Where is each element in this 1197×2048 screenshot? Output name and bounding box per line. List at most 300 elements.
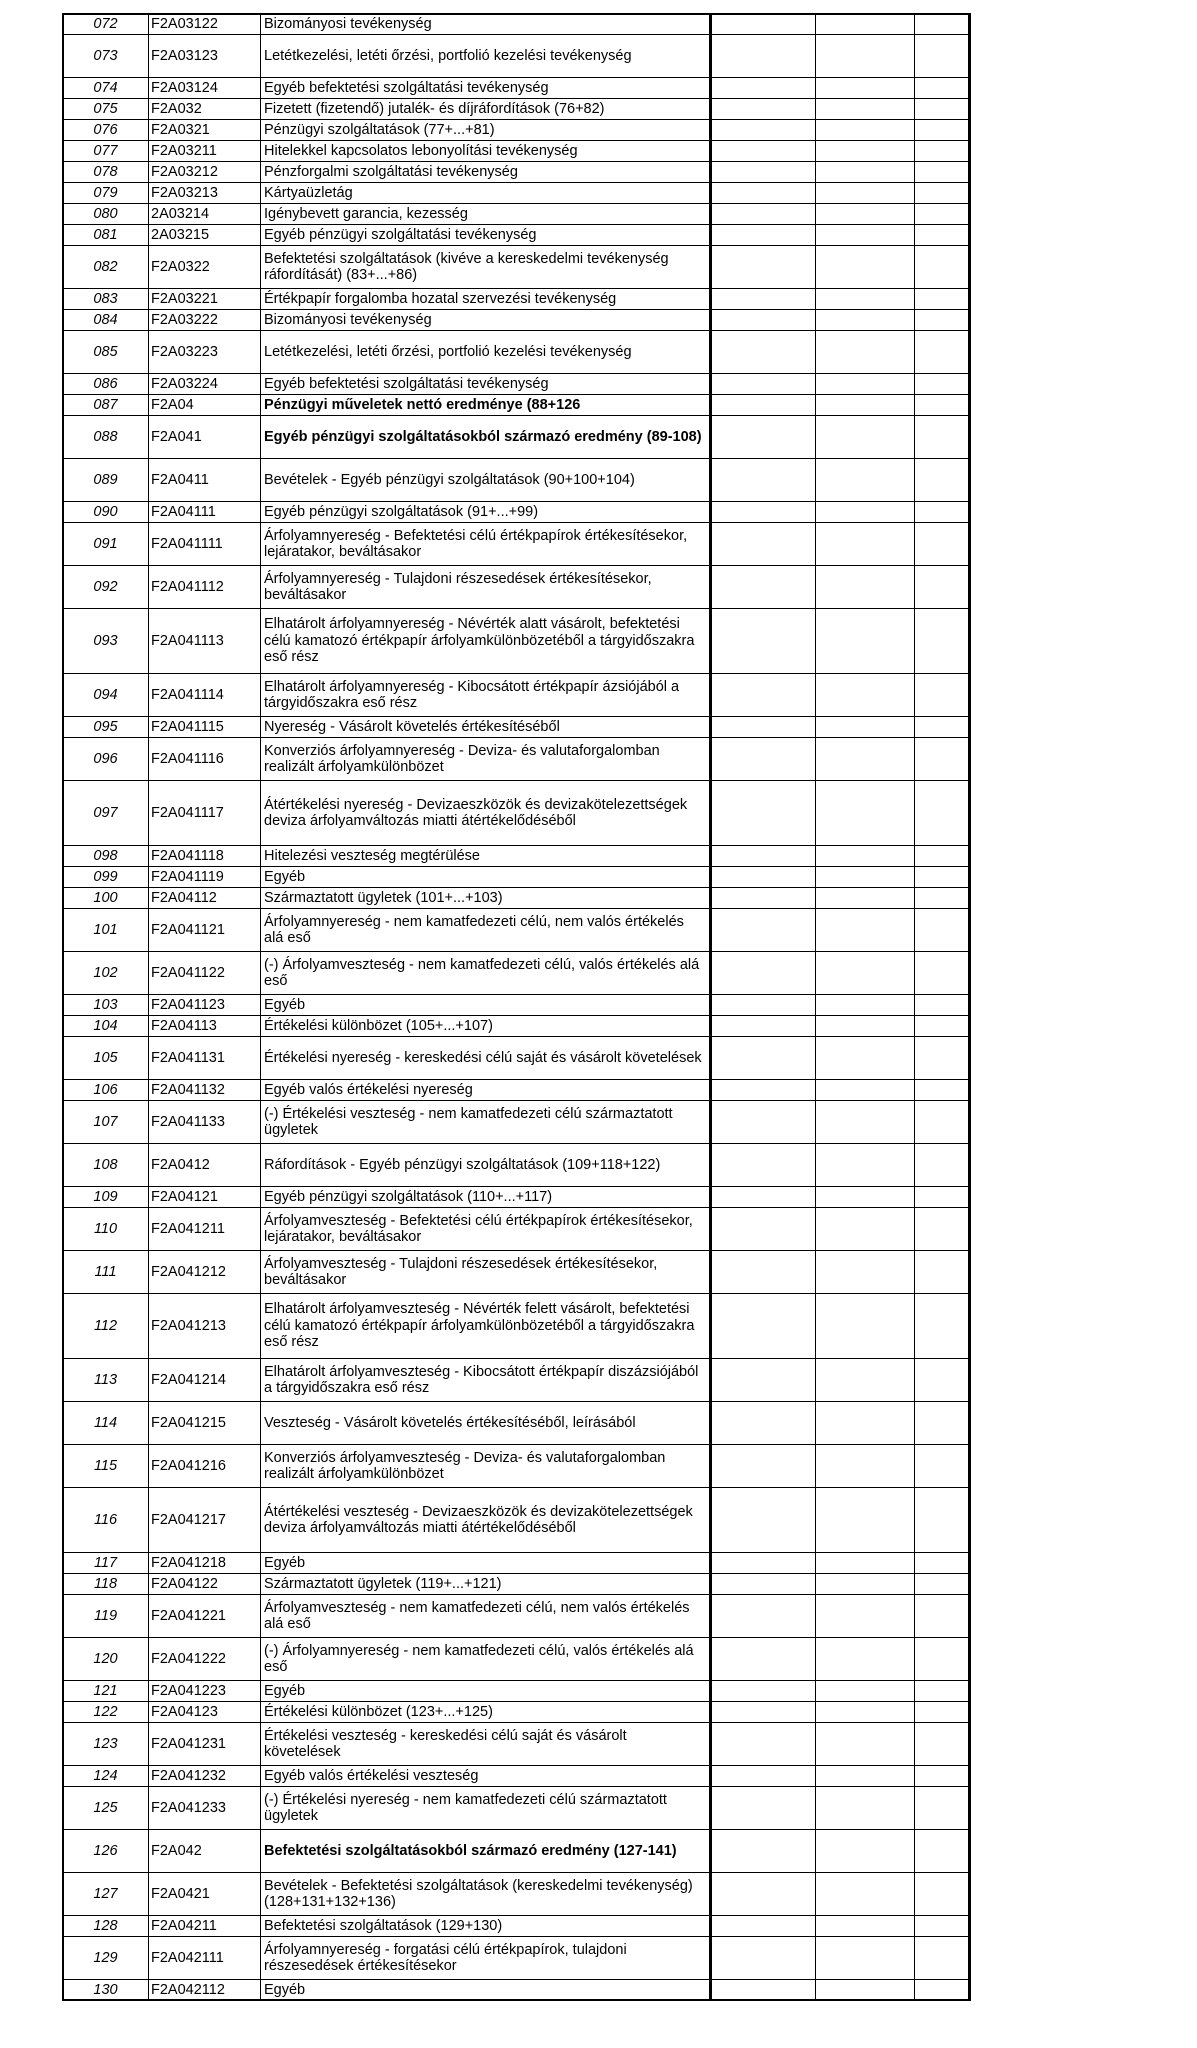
row-description: Árfolyamnyereség - forgatási célú értékpapírok, tulajdoni részesedések értékesítésekor <box>261 1937 711 1980</box>
value-cell <box>711 289 816 310</box>
value-cell <box>915 1553 971 1574</box>
row-description: Konverziós árfolyamveszteség - Deviza- és valutaforgalomban realizált árfolyamkülönbözet <box>261 1445 711 1488</box>
value-cell <box>816 888 915 909</box>
row-number: 100 <box>63 888 149 909</box>
row-description: Pénzügyi szolgáltatások (77+...+81) <box>261 120 711 141</box>
table-row <box>63 395 971 416</box>
value-cell <box>915 1595 971 1638</box>
value-cell <box>915 374 971 395</box>
value-cell <box>915 1488 971 1553</box>
value-cell <box>915 416 971 459</box>
table-row <box>63 909 971 952</box>
row-description: Befektetési szolgáltatások (129+130) <box>261 1916 711 1937</box>
row-description: Egyéb <box>261 1553 711 1574</box>
row-code: F2A04113 <box>149 1016 261 1037</box>
row-code: F2A041116 <box>149 738 261 781</box>
value-cell <box>915 1144 971 1187</box>
row-number: 087 <box>63 395 149 416</box>
table-row <box>63 1787 971 1830</box>
row-number: 119 <box>63 1595 149 1638</box>
row-number: 075 <box>63 99 149 120</box>
row-description: Értékpapír forgalomba hozatal szervezési tevékenység <box>261 289 711 310</box>
table-row <box>63 1144 971 1187</box>
row-description: Elhatárolt árfolyamveszteség - Kibocsátott értékpapír diszázsiójából a tárgyidőszakra eső rész <box>261 1359 711 1402</box>
value-cell <box>816 717 915 738</box>
table-row <box>63 674 971 717</box>
row-number: 115 <box>63 1445 149 1488</box>
row-description: Veszteség - Vásárolt követelés értékesítéséből, leírásából <box>261 1402 711 1445</box>
table-row <box>63 459 971 502</box>
row-code: F2A041214 <box>149 1359 261 1402</box>
table-row <box>63 120 971 141</box>
value-cell <box>711 995 816 1016</box>
row-code: F2A041217 <box>149 1488 261 1553</box>
value-cell <box>816 867 915 888</box>
value-cell <box>711 1251 816 1294</box>
value-cell <box>915 1873 971 1916</box>
row-code: F2A0421 <box>149 1873 261 1916</box>
row-code: F2A04 <box>149 395 261 416</box>
row-code: F2A041118 <box>149 846 261 867</box>
row-description: Egyéb valós értékelési nyereség <box>261 1080 711 1101</box>
row-description: Bizományosi tevékenység <box>261 14 711 35</box>
value-cell <box>915 1916 971 1937</box>
row-description: Egyéb pénzügyi szolgáltatások (110+...+117) <box>261 1187 711 1208</box>
table-row <box>63 1830 971 1873</box>
table-row <box>63 1574 971 1595</box>
value-cell <box>711 566 816 609</box>
value-cell <box>816 1208 915 1251</box>
value-cell <box>816 1488 915 1553</box>
row-code: F2A041117 <box>149 781 261 846</box>
row-description: Letétkezelési, letéti őrzési, portfolió kezelési tevékenység <box>261 35 711 78</box>
value-cell <box>915 1937 971 1980</box>
row-description: Egyéb pénzügyi szolgáltatási tevékenység <box>261 225 711 246</box>
value-cell <box>711 717 816 738</box>
table-row <box>63 846 971 867</box>
value-cell <box>711 78 816 99</box>
value-cell <box>816 1144 915 1187</box>
value-cell <box>915 204 971 225</box>
table-row <box>63 289 971 310</box>
row-code: F2A041132 <box>149 1080 261 1101</box>
value-cell <box>915 1080 971 1101</box>
value-cell <box>711 1359 816 1402</box>
value-cell <box>915 566 971 609</box>
value-cell <box>816 141 915 162</box>
value-cell <box>915 35 971 78</box>
table-row <box>63 99 971 120</box>
value-cell <box>816 416 915 459</box>
row-number: 090 <box>63 502 149 523</box>
row-description: Elhatárolt árfolyamnyereség - Kibocsátott értékpapír ázsiójából a tárgyidőszakra eső rész <box>261 674 711 717</box>
value-cell <box>711 952 816 995</box>
value-cell <box>711 609 816 674</box>
value-cell <box>711 120 816 141</box>
table-row <box>63 162 971 183</box>
value-cell <box>711 225 816 246</box>
value-cell <box>816 1016 915 1037</box>
row-code: F2A041113 <box>149 609 261 674</box>
row-code: F2A03223 <box>149 331 261 374</box>
row-code: F2A041121 <box>149 909 261 952</box>
row-number: 097 <box>63 781 149 846</box>
table-row <box>63 995 971 1016</box>
row-description: Nyereség - Vásárolt követelés értékesítéséből <box>261 717 711 738</box>
row-number: 126 <box>63 1830 149 1873</box>
row-code: F2A041212 <box>149 1251 261 1294</box>
row-code: F2A041122 <box>149 952 261 995</box>
row-number: 127 <box>63 1873 149 1916</box>
value-cell <box>711 1681 816 1702</box>
value-cell <box>711 738 816 781</box>
value-cell <box>816 1980 915 2001</box>
value-cell <box>816 14 915 35</box>
value-cell <box>711 1208 816 1251</box>
ledger-body <box>63 14 971 2001</box>
value-cell <box>711 395 816 416</box>
value-cell <box>915 1980 971 2001</box>
row-code: F2A042111 <box>149 1937 261 1980</box>
value-cell <box>711 99 816 120</box>
row-code: F2A042112 <box>149 1980 261 2001</box>
value-cell <box>711 14 816 35</box>
value-cell <box>816 120 915 141</box>
value-cell <box>915 1294 971 1359</box>
value-cell <box>711 909 816 952</box>
value-cell <box>711 310 816 331</box>
value-cell <box>711 183 816 204</box>
row-code: F2A041123 <box>149 995 261 1016</box>
row-code: F2A041114 <box>149 674 261 717</box>
table-row <box>63 1445 971 1488</box>
row-description: Bizományosi tevékenység <box>261 310 711 331</box>
value-cell <box>816 1787 915 1830</box>
row-code: F2A032 <box>149 99 261 120</box>
row-description: Egyéb <box>261 995 711 1016</box>
row-number: 104 <box>63 1016 149 1037</box>
value-cell <box>711 1080 816 1101</box>
value-cell <box>711 1937 816 1980</box>
row-code: F2A041231 <box>149 1723 261 1766</box>
table-row <box>63 374 971 395</box>
row-number: 125 <box>63 1787 149 1830</box>
value-cell <box>915 141 971 162</box>
row-number: 102 <box>63 952 149 995</box>
row-code: F2A041221 <box>149 1595 261 1638</box>
row-number: 073 <box>63 35 149 78</box>
value-cell <box>711 1402 816 1445</box>
value-cell <box>816 99 915 120</box>
value-cell <box>711 35 816 78</box>
value-cell <box>711 1101 816 1144</box>
value-cell <box>915 846 971 867</box>
row-description: Értékelési veszteség - kereskedési célú saját és vásárolt követelések <box>261 1723 711 1766</box>
value-cell <box>711 1016 816 1037</box>
row-code: F2A04121 <box>149 1187 261 1208</box>
value-cell <box>816 204 915 225</box>
row-number: 080 <box>63 204 149 225</box>
row-code: F2A03124 <box>149 78 261 99</box>
table-row <box>63 246 971 289</box>
value-cell <box>711 374 816 395</box>
row-code: F2A041 <box>149 416 261 459</box>
row-description: Árfolyamveszteség - Befektetési célú értékpapírok értékesítésekor, lejáratakor, beváltásakor <box>261 1208 711 1251</box>
table-row <box>63 310 971 331</box>
value-cell <box>915 1702 971 1723</box>
row-description: Bevételek - Befektetési szolgáltatások (kereskedelmi tevékenység) (128+131+132+136) <box>261 1873 711 1916</box>
row-description: Értékelési nyereség - kereskedési célú saját és vásárolt követelések <box>261 1037 711 1080</box>
value-cell <box>915 1402 971 1445</box>
row-number: 082 <box>63 246 149 289</box>
value-cell <box>915 523 971 566</box>
row-code: F2A041131 <box>149 1037 261 1080</box>
row-number: 081 <box>63 225 149 246</box>
value-cell <box>816 1187 915 1208</box>
table-row <box>63 1553 971 1574</box>
value-cell <box>711 416 816 459</box>
row-description: Árfolyamnyereség - Tulajdoni részesedések értékesítésekor, beváltásakor <box>261 566 711 609</box>
row-description: Ráfordítások - Egyéb pénzügyi szolgáltatások (109+118+122) <box>261 1144 711 1187</box>
value-cell <box>711 246 816 289</box>
table-row <box>63 717 971 738</box>
table-row <box>63 1101 971 1144</box>
value-cell <box>711 1488 816 1553</box>
value-cell <box>915 1445 971 1488</box>
row-number: 083 <box>63 289 149 310</box>
row-description: Egyéb <box>261 1980 711 2001</box>
value-cell <box>816 674 915 717</box>
value-cell <box>816 1595 915 1638</box>
value-cell <box>915 331 971 374</box>
row-number: 114 <box>63 1402 149 1445</box>
row-number: 079 <box>63 183 149 204</box>
row-description: Származtatott ügyletek (101+...+103) <box>261 888 711 909</box>
row-description: Hitelezési veszteség megtérülése <box>261 846 711 867</box>
row-description: Konverziós árfolyamnyereség - Deviza- és valutaforgalomban realizált árfolyamkülönbözet <box>261 738 711 781</box>
value-cell <box>816 1937 915 1980</box>
value-cell <box>711 523 816 566</box>
value-cell <box>915 246 971 289</box>
value-cell <box>816 246 915 289</box>
row-number: 110 <box>63 1208 149 1251</box>
value-cell <box>816 1916 915 1937</box>
value-cell <box>915 1016 971 1037</box>
value-cell <box>816 781 915 846</box>
row-code: F2A03213 <box>149 183 261 204</box>
row-number: 093 <box>63 609 149 674</box>
value-cell <box>816 395 915 416</box>
value-cell <box>711 331 816 374</box>
value-cell <box>711 1702 816 1723</box>
row-code: F2A041233 <box>149 1787 261 1830</box>
row-description: Bevételek - Egyéb pénzügyi szolgáltatások (90+100+104) <box>261 459 711 502</box>
row-number: 099 <box>63 867 149 888</box>
row-code: 2A03214 <box>149 204 261 225</box>
table-row <box>63 1702 971 1723</box>
row-number: 088 <box>63 416 149 459</box>
table-row <box>63 1681 971 1702</box>
row-description: Igénybevett garancia, kezesség <box>261 204 711 225</box>
value-cell <box>915 1574 971 1595</box>
ledger-table <box>62 13 971 2001</box>
row-code: F2A042 <box>149 1830 261 1873</box>
row-code: F2A03212 <box>149 162 261 183</box>
value-cell <box>711 1595 816 1638</box>
value-cell <box>816 183 915 204</box>
table-row <box>63 952 971 995</box>
table-row <box>63 1402 971 1445</box>
row-number: 084 <box>63 310 149 331</box>
row-number: 123 <box>63 1723 149 1766</box>
value-cell <box>816 738 915 781</box>
table-row <box>63 1251 971 1294</box>
row-number: 085 <box>63 331 149 374</box>
value-cell <box>915 952 971 995</box>
row-code: F2A041222 <box>149 1638 261 1681</box>
value-cell <box>711 141 816 162</box>
row-number: 077 <box>63 141 149 162</box>
table-row <box>63 1723 971 1766</box>
table-row <box>63 1980 971 2001</box>
table-row <box>63 1016 971 1037</box>
value-cell <box>711 1445 816 1488</box>
value-cell <box>816 1294 915 1359</box>
row-description: Pénzforgalmi szolgáltatási tevékenység <box>261 162 711 183</box>
value-cell <box>816 310 915 331</box>
row-number: 121 <box>63 1681 149 1702</box>
row-description: Befektetési szolgáltatásokból származó eredmény (127-141) <box>261 1830 711 1873</box>
table-row <box>63 1359 971 1402</box>
table-row <box>63 1937 971 1980</box>
table-row <box>63 1873 971 1916</box>
value-cell <box>915 1037 971 1080</box>
row-code: F2A041232 <box>149 1766 261 1787</box>
value-cell <box>816 1251 915 1294</box>
row-description: (-) Árfolyamnyereség - nem kamatfedezeti célú, valós értékelés alá eső <box>261 1638 711 1681</box>
value-cell <box>711 459 816 502</box>
table-row <box>63 78 971 99</box>
row-code: F2A04211 <box>149 1916 261 1937</box>
value-cell <box>711 867 816 888</box>
row-number: 098 <box>63 846 149 867</box>
row-number: 072 <box>63 14 149 35</box>
row-code: F2A041133 <box>149 1101 261 1144</box>
value-cell <box>816 1037 915 1080</box>
value-cell <box>711 1830 816 1873</box>
value-cell <box>816 1359 915 1402</box>
row-code: F2A041213 <box>149 1294 261 1359</box>
row-code: F2A03224 <box>149 374 261 395</box>
row-number: 078 <box>63 162 149 183</box>
table-row <box>63 566 971 609</box>
row-code: F2A041111 <box>149 523 261 566</box>
value-cell <box>816 909 915 952</box>
value-cell <box>816 1702 915 1723</box>
row-description: Hitelekkel kapcsolatos lebonyolítási tevékenység <box>261 141 711 162</box>
value-cell <box>711 1144 816 1187</box>
row-description: Fizetett (fizetendő) jutalék- és díjráfordítások (76+82) <box>261 99 711 120</box>
row-number: 113 <box>63 1359 149 1402</box>
value-cell <box>816 1553 915 1574</box>
table-row <box>63 738 971 781</box>
value-cell <box>915 99 971 120</box>
row-description: (-) Értékelési nyereség - nem kamatfedezeti célú származtatott ügyletek <box>261 1787 711 1830</box>
value-cell <box>816 1574 915 1595</box>
table-row <box>63 331 971 374</box>
table-row <box>63 1595 971 1638</box>
table-row <box>63 35 971 78</box>
row-code: F2A0411 <box>149 459 261 502</box>
row-description: Pénzügyi műveletek nettó eredménye (88+126 <box>261 395 711 416</box>
row-number: 076 <box>63 120 149 141</box>
row-code: F2A041223 <box>149 1681 261 1702</box>
table-row <box>63 1037 971 1080</box>
value-cell <box>915 1359 971 1402</box>
value-cell <box>915 120 971 141</box>
value-cell <box>915 674 971 717</box>
row-number: 129 <box>63 1937 149 1980</box>
table-row <box>63 1187 971 1208</box>
row-description: Egyéb pénzügyi szolgáltatásokból származó eredmény (89-108) <box>261 416 711 459</box>
value-cell <box>816 1873 915 1916</box>
row-description: Egyéb befektetési szolgáltatási tevékenység <box>261 374 711 395</box>
row-description: Kártyaüzletág <box>261 183 711 204</box>
row-code: F2A03211 <box>149 141 261 162</box>
row-description: (-) Értékelési veszteség - nem kamatfedezeti célú származtatott ügyletek <box>261 1101 711 1144</box>
row-code: F2A041119 <box>149 867 261 888</box>
row-code: F2A04123 <box>149 1702 261 1723</box>
value-cell <box>711 1574 816 1595</box>
value-cell <box>915 1251 971 1294</box>
row-description: Árfolyamveszteség - Tulajdoni részesedések értékesítésekor, beváltásakor <box>261 1251 711 1294</box>
table-row <box>63 609 971 674</box>
value-cell <box>711 781 816 846</box>
row-description: Egyéb befektetési szolgáltatási tevékenység <box>261 78 711 99</box>
row-code: F2A041115 <box>149 717 261 738</box>
row-code: F2A0321 <box>149 120 261 141</box>
table-row <box>63 1080 971 1101</box>
value-cell <box>711 1980 816 2001</box>
value-cell <box>816 995 915 1016</box>
value-cell <box>816 1402 915 1445</box>
row-number: 106 <box>63 1080 149 1101</box>
value-cell <box>816 459 915 502</box>
table-row <box>63 183 971 204</box>
value-cell <box>915 1787 971 1830</box>
value-cell <box>816 952 915 995</box>
row-description: Elhatárolt árfolyamveszteség - Névérték felett vásárolt, befektetési célú kamatozó értékpapír árfolyamkülönbözetéből a tárgyidőszakra eső rész <box>261 1294 711 1359</box>
value-cell <box>816 162 915 183</box>
row-code: F2A041216 <box>149 1445 261 1488</box>
row-description: Árfolyamnyereség - nem kamatfedezeti célú, nem valós értékelés alá eső <box>261 909 711 952</box>
table-row <box>63 1488 971 1553</box>
row-number: 095 <box>63 717 149 738</box>
table-row <box>63 1638 971 1681</box>
value-cell <box>816 1080 915 1101</box>
row-number: 092 <box>63 566 149 609</box>
row-number: 101 <box>63 909 149 952</box>
value-cell <box>915 502 971 523</box>
row-code: F2A0412 <box>149 1144 261 1187</box>
value-cell <box>915 738 971 781</box>
row-number: 105 <box>63 1037 149 1080</box>
row-code: F2A04112 <box>149 888 261 909</box>
value-cell <box>915 1681 971 1702</box>
table-row <box>63 867 971 888</box>
value-cell <box>816 1445 915 1488</box>
table-row <box>63 1294 971 1359</box>
